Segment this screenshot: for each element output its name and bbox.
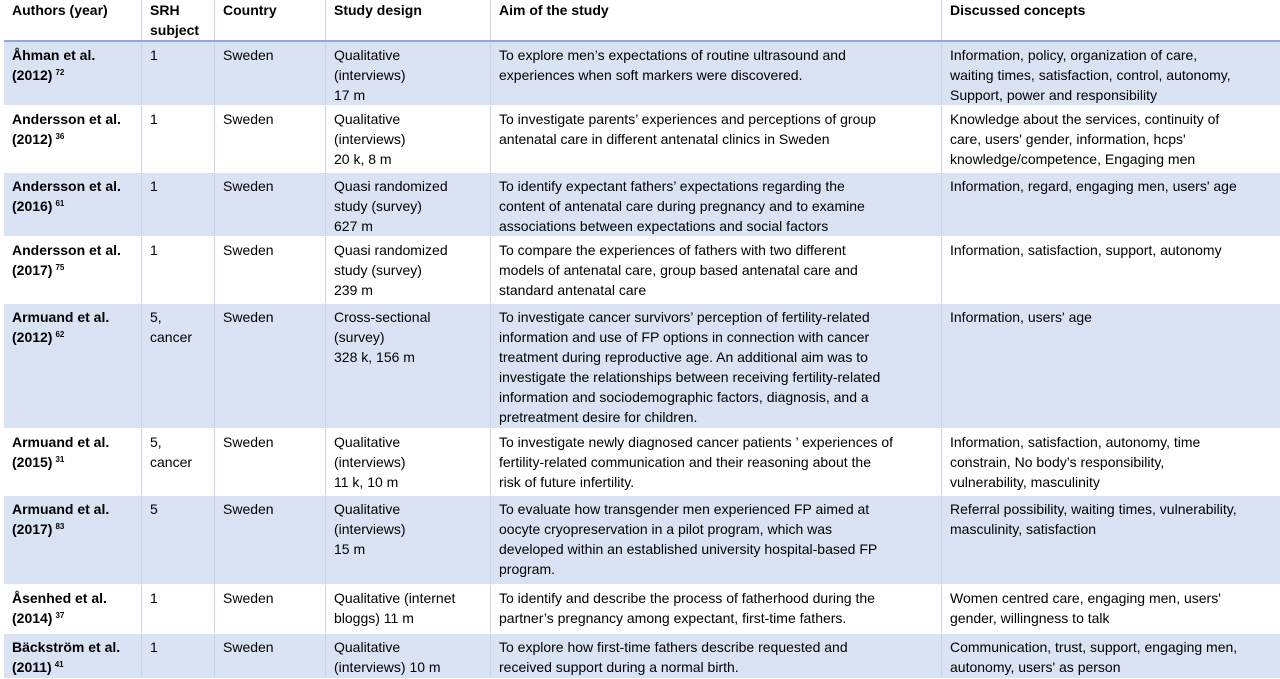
author-year: (2016): [12, 198, 53, 214]
concepts-cell: [941, 634, 1280, 678]
aim-cell: [490, 42, 941, 105]
reference-number: 72: [55, 68, 65, 77]
aim-line: To explore men’s expectations of routine ultrasound and: [499, 47, 846, 63]
author-name: Åsenhed et al.: [12, 590, 107, 606]
aim-line: To identify expectant fathers’ expectations regarding the: [499, 178, 845, 194]
country-cell: [214, 634, 325, 678]
reference-number: 61: [55, 199, 65, 208]
author-year: (2017): [12, 521, 53, 537]
concepts-line: Information, policy, organization of care,: [950, 47, 1198, 63]
study-design-line: (interviews): [334, 521, 406, 537]
concepts-cell: [941, 585, 1280, 633]
aim-cell: [490, 237, 941, 303]
author-year: (2017): [12, 262, 53, 278]
srh-subject-cell: [141, 634, 214, 678]
study-design-line: (interviews): [334, 67, 406, 83]
aim-line: content of antenatal care during pregnancy and to examine: [499, 198, 865, 214]
concepts-line: Communication, trust, support, engaging men,: [950, 639, 1238, 655]
country: Sweden: [223, 111, 274, 127]
author-year: (2012): [12, 329, 53, 345]
country: Sweden: [223, 47, 274, 63]
country-cell: [214, 42, 325, 105]
header-aim: Aim of the study: [490, 0, 941, 40]
study-design-line: Quasi randomized: [334, 242, 448, 258]
aim-cell: [490, 173, 941, 236]
header-concepts: Discussed concepts: [941, 0, 1280, 40]
study-design-line: (interviews): [334, 131, 406, 147]
aim-cell: [490, 106, 941, 172]
study-design-line: Qualitative (internet: [334, 590, 456, 606]
author-cell: [4, 173, 141, 236]
country: Sweden: [223, 434, 274, 450]
author-name: Andersson et al.: [12, 111, 121, 127]
author-year-line: [12, 327, 135, 347]
srh-subject: 5,: [150, 434, 162, 450]
aim-line: information and sociodemographic factors, diagnosis, and a: [499, 389, 869, 405]
author-year-line: [12, 608, 135, 628]
srh-subject: 1: [150, 178, 158, 194]
table-row: [4, 496, 1280, 585]
concepts-line: Support, power and responsibility: [950, 87, 1158, 103]
concepts-line: care, users' gender, information, hcps': [950, 131, 1186, 147]
concepts-cell: [941, 106, 1280, 172]
concepts-line: Information, users' age: [950, 309, 1092, 325]
study-design-line: Qualitative: [334, 111, 401, 127]
aim-line: partner’s pregnancy among expectant, first-time fathers.: [499, 610, 847, 626]
table-row: [4, 173, 1280, 237]
author-name: Armuand et al.: [12, 501, 110, 517]
concepts-cell: [941, 496, 1280, 584]
header-country: Country: [214, 0, 325, 40]
srh-subject: 1: [150, 590, 158, 606]
header-design: Study design: [325, 0, 490, 40]
study-design-cell: [325, 429, 490, 495]
study-design-line: 239 m: [334, 282, 373, 298]
concepts-line: Knowledge about the services, continuity of: [950, 111, 1220, 127]
table-row: [4, 304, 1280, 429]
table-body: [4, 42, 1280, 679]
concepts-line: Information, satisfaction, autonomy, time: [950, 434, 1201, 450]
concepts-line: autonomy, users' as person: [950, 659, 1121, 675]
study-design-cell: [325, 634, 490, 678]
table-row: [4, 429, 1280, 496]
aim-cell: [490, 304, 941, 428]
author-year: (2011): [12, 659, 52, 675]
header-srh-line1: SRH: [150, 2, 180, 18]
aim-line: received support during a normal birth.: [499, 659, 739, 675]
study-design-line: (survey): [334, 329, 385, 345]
author-year-line: [12, 260, 135, 280]
author-cell: [4, 634, 141, 678]
study-design-line: 15 m: [334, 541, 366, 557]
srh-subject-detail: cancer: [150, 329, 193, 345]
author-name: Andersson et al.: [12, 242, 121, 258]
country-cell: [214, 429, 325, 495]
aim-cell: [490, 585, 941, 633]
aim-line: risk of future infertility.: [499, 474, 635, 490]
concepts-cell: [941, 237, 1280, 303]
study-design-cell: [325, 106, 490, 172]
study-design-cell: [325, 42, 490, 105]
srh-subject-cell: [141, 304, 214, 428]
reference-number: 75: [55, 263, 65, 272]
author-year: (2015): [12, 454, 53, 470]
country-cell: [214, 585, 325, 633]
author-cell: [4, 429, 141, 495]
country: Sweden: [223, 242, 274, 258]
srh-subject: 1: [150, 111, 158, 127]
country-cell: [214, 173, 325, 236]
author-year-line: [12, 196, 135, 216]
table-row: [4, 237, 1280, 304]
srh-subject: 1: [150, 242, 158, 258]
aim-line: fertility-related communication and their reasoning about the: [499, 454, 871, 470]
srh-subject-cell: [141, 429, 214, 495]
study-design-line: (interviews): [334, 454, 406, 470]
aim-line: antenatal care in different antenatal clinics in Sweden: [499, 131, 830, 147]
aim-line: investigate the relationships between receiving fertility-related: [499, 369, 881, 385]
study-design-line: (interviews) 10 m: [334, 659, 441, 675]
srh-subject-detail: cancer: [150, 454, 193, 470]
aim-line: standard antenatal care: [499, 282, 647, 298]
concepts-line: knowledge/competence, Engaging men: [950, 151, 1196, 167]
study-table: [4, 0, 1280, 679]
country: Sweden: [223, 639, 274, 655]
concepts-cell: [941, 42, 1280, 105]
study-design-line: Quasi randomized: [334, 178, 448, 194]
study-design-cell: [325, 173, 490, 236]
concepts-line: Women centred care, engaging men, users': [950, 590, 1221, 606]
author-name: Åhman et al.: [12, 47, 96, 63]
header-srh-line2: subject: [150, 22, 200, 38]
author-cell: [4, 106, 141, 172]
header-authors: Authors (year): [12, 2, 108, 18]
country-cell: [214, 237, 325, 303]
study-design-cell: [325, 496, 490, 584]
aim-line: models of antenatal care, group based antenatal care and: [499, 262, 858, 278]
reference-number: 31: [55, 455, 65, 464]
study-design-cell: [325, 304, 490, 428]
concepts-line: masculinity, satisfaction: [950, 521, 1097, 537]
author-cell: [4, 496, 141, 584]
aim-line: information and use of FP options in connection with cancer: [499, 329, 870, 345]
author-name: Armuand et al.: [12, 434, 110, 450]
study-design-line: Qualitative: [334, 501, 401, 517]
aim-line: program.: [499, 561, 556, 577]
study-design-line: Qualitative: [334, 639, 401, 655]
study-design-line: 627 m: [334, 218, 373, 234]
study-design-line: Qualitative: [334, 47, 401, 63]
concepts-line: Information, regard, engaging men, users' age: [950, 178, 1237, 194]
country-cell: [214, 106, 325, 172]
table-row: [4, 634, 1280, 679]
reference-number: 41: [54, 660, 64, 669]
concepts-line: waiting times, satisfaction, control, autonomy,: [950, 67, 1231, 83]
reference-number: 36: [55, 132, 65, 141]
country-cell: [214, 304, 325, 428]
study-design-line: Qualitative: [334, 434, 401, 450]
study-design-line: 20 k, 8 m: [334, 151, 392, 167]
aim-line: To identify and describe the process of fatherhood during the: [499, 590, 875, 606]
author-name: Armuand et al.: [12, 309, 110, 325]
country: Sweden: [223, 178, 274, 194]
table-row: [4, 585, 1280, 634]
study-design-line: study (survey): [334, 198, 422, 214]
aim-line: To compare the experiences of fathers with two different: [499, 242, 846, 258]
aim-line: associations between expectations and social factors: [499, 218, 829, 234]
country: Sweden: [223, 590, 274, 606]
concepts-cell: [941, 173, 1280, 236]
author-cell: [4, 42, 141, 105]
aim-line: treatment during reproductive age. An additional aim was to: [499, 349, 868, 365]
aim-line: To explore how first-time fathers describe requested and: [499, 639, 848, 655]
country: Sweden: [223, 309, 274, 325]
author-cell: [4, 585, 141, 633]
concepts-cell: [941, 304, 1280, 428]
table-row: [4, 42, 1280, 106]
concepts-line: constrain, No body’s responsibility,: [950, 454, 1165, 470]
author-year: (2012): [12, 131, 53, 147]
srh-subject: 1: [150, 639, 158, 655]
aim-line: oocyte cryopreservation in a pilot program, which was: [499, 521, 833, 537]
srh-subject-cell: [141, 237, 214, 303]
aim-cell: [490, 634, 941, 678]
concepts-line: Information, satisfaction, support, autonomy: [950, 242, 1222, 258]
aim-line: pretreatment desire for children.: [499, 409, 698, 425]
concepts-line: gender, willingness to talk: [950, 610, 1110, 626]
srh-subject-cell: [141, 106, 214, 172]
author-year-line: [12, 519, 135, 539]
author-year-line: [12, 657, 135, 677]
study-design-line: Cross-sectional: [334, 309, 431, 325]
srh-subject-cell: [141, 173, 214, 236]
concepts-line: vulnerability, masculinity: [950, 474, 1100, 490]
study-design-cell: [325, 237, 490, 303]
aim-line: To investigate parents’ experiences and perceptions of group: [499, 111, 876, 127]
aim-line: To investigate newly diagnosed cancer patients ’ experiences of: [499, 434, 894, 450]
author-year: (2012): [12, 67, 53, 83]
aim-line: developed within an established university hospital-based FP: [499, 541, 878, 557]
study-design-line: 328 k, 156 m: [334, 349, 415, 365]
concepts-cell: [941, 429, 1280, 495]
aim-cell: [490, 496, 941, 584]
reference-number: 62: [55, 330, 65, 339]
srh-subject-cell: [141, 496, 214, 584]
author-year-line: [12, 65, 135, 85]
srh-subject-cell: [141, 42, 214, 105]
aim-cell: [490, 429, 941, 495]
concepts-line: Referral possibility, waiting times, vulnerability,: [950, 501, 1237, 517]
study-design-cell: [325, 585, 490, 633]
study-design-line: study (survey): [334, 262, 422, 278]
author-name: Bäckström et al.: [12, 639, 121, 655]
aim-line: experiences when soft markers were discovered.: [499, 67, 803, 83]
header-srh: [141, 0, 214, 40]
author-year-line: [12, 129, 135, 149]
srh-subject-cell: [141, 585, 214, 633]
srh-subject: 5: [150, 501, 158, 517]
srh-subject: 5,: [150, 309, 162, 325]
author-name: Andersson et al.: [12, 178, 121, 194]
study-design-line: bloggs) 11 m: [334, 610, 414, 626]
aim-line: To investigate cancer survivors’ perception of fertility-related: [499, 309, 870, 325]
aim-line: To evaluate how transgender men experienced FP aimed at: [499, 501, 870, 517]
study-design-line: 11 k, 10 m: [334, 474, 399, 490]
author-year: (2014): [12, 610, 53, 626]
table-header: [4, 0, 1280, 42]
reference-number: 83: [55, 522, 65, 531]
author-cell: [4, 304, 141, 428]
country-cell: [214, 496, 325, 584]
reference-number: 37: [55, 611, 65, 620]
table-row: [4, 106, 1280, 173]
study-design-line: 17 m: [334, 87, 366, 103]
author-cell: [4, 237, 141, 303]
country: Sweden: [223, 501, 274, 517]
srh-subject: 1: [150, 47, 158, 63]
author-year-line: [12, 452, 135, 472]
